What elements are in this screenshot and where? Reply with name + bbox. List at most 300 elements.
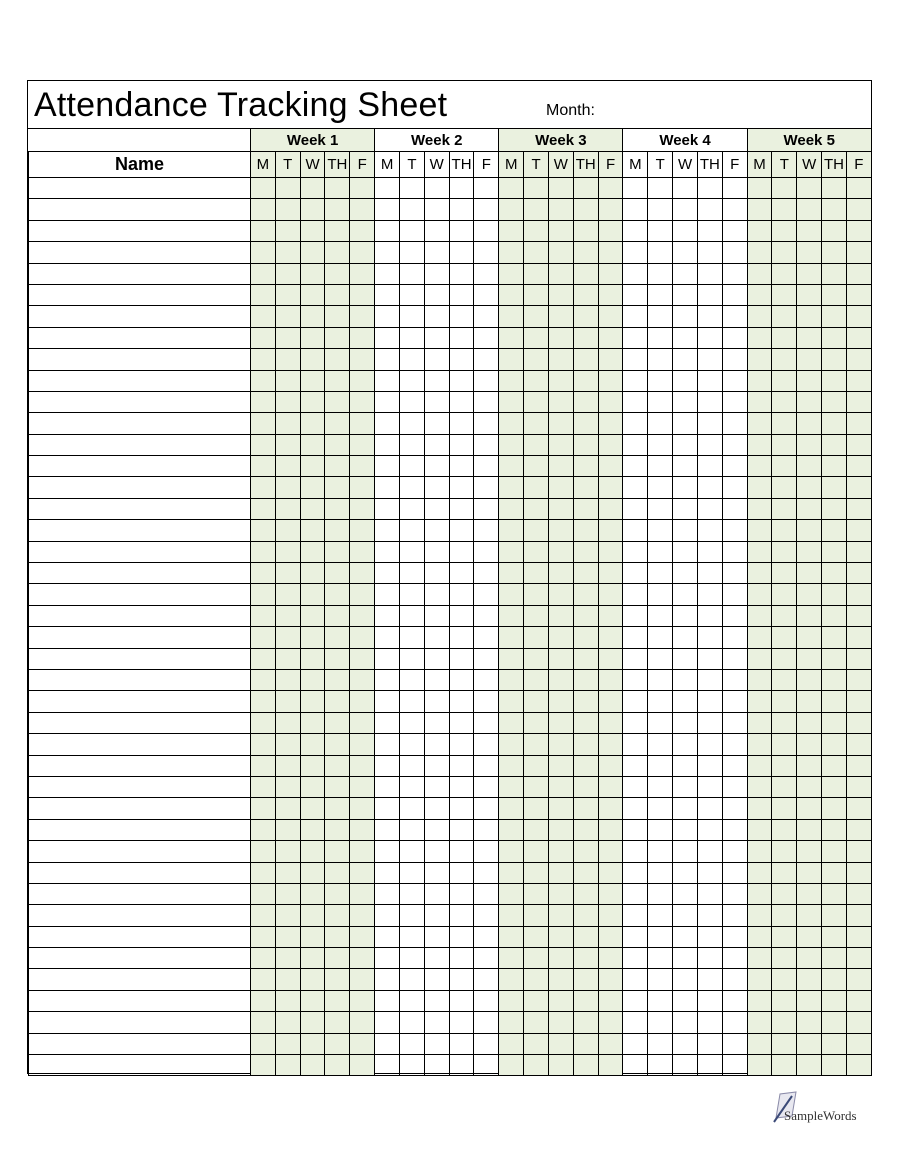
attendance-cell[interactable] [275, 841, 300, 862]
attendance-cell[interactable] [300, 413, 325, 434]
attendance-cell[interactable] [474, 712, 499, 733]
attendance-cell[interactable] [375, 541, 400, 562]
attendance-cell[interactable] [350, 712, 375, 733]
attendance-cell[interactable] [673, 1055, 698, 1076]
attendance-cell[interactable] [375, 969, 400, 990]
attendance-cell[interactable] [375, 456, 400, 477]
attendance-cell[interactable] [399, 541, 424, 562]
attendance-cell[interactable] [648, 178, 673, 199]
attendance-cell[interactable] [449, 178, 474, 199]
attendance-cell[interactable] [251, 926, 276, 947]
attendance-cell[interactable] [449, 1033, 474, 1054]
name-cell[interactable] [29, 905, 251, 926]
attendance-cell[interactable] [350, 969, 375, 990]
attendance-cell[interactable] [648, 776, 673, 797]
attendance-cell[interactable] [325, 798, 350, 819]
name-cell[interactable] [29, 327, 251, 348]
attendance-cell[interactable] [350, 926, 375, 947]
attendance-cell[interactable] [251, 841, 276, 862]
attendance-cell[interactable] [399, 883, 424, 904]
attendance-cell[interactable] [648, 391, 673, 412]
attendance-cell[interactable] [772, 1033, 797, 1054]
attendance-cell[interactable] [399, 926, 424, 947]
attendance-cell[interactable] [474, 627, 499, 648]
attendance-cell[interactable] [697, 883, 722, 904]
attendance-cell[interactable] [275, 883, 300, 904]
attendance-cell[interactable] [449, 263, 474, 284]
attendance-cell[interactable] [772, 926, 797, 947]
attendance-cell[interactable] [648, 948, 673, 969]
attendance-cell[interactable] [449, 883, 474, 904]
attendance-cell[interactable] [697, 691, 722, 712]
attendance-cell[interactable] [598, 178, 623, 199]
attendance-cell[interactable] [449, 456, 474, 477]
attendance-cell[interactable] [747, 1055, 772, 1076]
attendance-cell[interactable] [375, 948, 400, 969]
attendance-cell[interactable] [747, 1033, 772, 1054]
attendance-cell[interactable] [623, 691, 648, 712]
attendance-cell[interactable] [548, 862, 573, 883]
attendance-cell[interactable] [598, 327, 623, 348]
attendance-cell[interactable] [697, 841, 722, 862]
attendance-cell[interactable] [325, 220, 350, 241]
attendance-cell[interactable] [449, 1055, 474, 1076]
attendance-cell[interactable] [474, 391, 499, 412]
attendance-cell[interactable] [772, 1012, 797, 1033]
attendance-cell[interactable] [598, 520, 623, 541]
attendance-cell[interactable] [623, 755, 648, 776]
attendance-cell[interactable] [772, 306, 797, 327]
attendance-cell[interactable] [797, 520, 822, 541]
attendance-cell[interactable] [772, 456, 797, 477]
attendance-cell[interactable] [673, 691, 698, 712]
attendance-cell[interactable] [722, 926, 747, 947]
attendance-cell[interactable] [548, 648, 573, 669]
attendance-cell[interactable] [375, 883, 400, 904]
attendance-cell[interactable] [648, 456, 673, 477]
attendance-cell[interactable] [499, 327, 524, 348]
attendance-cell[interactable] [772, 798, 797, 819]
attendance-cell[interactable] [399, 691, 424, 712]
name-cell[interactable] [29, 755, 251, 776]
attendance-cell[interactable] [747, 327, 772, 348]
attendance-cell[interactable] [275, 755, 300, 776]
attendance-cell[interactable] [251, 178, 276, 199]
attendance-cell[interactable] [399, 648, 424, 669]
name-cell[interactable] [29, 178, 251, 199]
attendance-cell[interactable] [424, 391, 449, 412]
attendance-cell[interactable] [399, 520, 424, 541]
attendance-cell[interactable] [548, 926, 573, 947]
attendance-cell[interactable] [747, 456, 772, 477]
attendance-cell[interactable] [325, 905, 350, 926]
attendance-cell[interactable] [722, 990, 747, 1011]
attendance-cell[interactable] [300, 862, 325, 883]
attendance-cell[interactable] [350, 498, 375, 519]
attendance-cell[interactable] [275, 648, 300, 669]
attendance-cell[interactable] [772, 263, 797, 284]
attendance-cell[interactable] [548, 327, 573, 348]
attendance-cell[interactable] [375, 1055, 400, 1076]
attendance-cell[interactable] [300, 284, 325, 305]
attendance-cell[interactable] [722, 456, 747, 477]
attendance-cell[interactable] [822, 883, 847, 904]
attendance-cell[interactable] [474, 669, 499, 690]
attendance-cell[interactable] [449, 648, 474, 669]
attendance-cell[interactable] [722, 1033, 747, 1054]
name-cell[interactable] [29, 306, 251, 327]
name-cell[interactable] [29, 926, 251, 947]
attendance-cell[interactable] [300, 990, 325, 1011]
attendance-cell[interactable] [697, 1012, 722, 1033]
attendance-cell[interactable] [399, 456, 424, 477]
attendance-cell[interactable] [846, 755, 871, 776]
attendance-cell[interactable] [499, 1033, 524, 1054]
attendance-cell[interactable] [449, 199, 474, 220]
attendance-cell[interactable] [424, 563, 449, 584]
attendance-cell[interactable] [697, 199, 722, 220]
attendance-cell[interactable] [772, 605, 797, 626]
attendance-cell[interactable] [673, 199, 698, 220]
attendance-cell[interactable] [275, 413, 300, 434]
attendance-cell[interactable] [424, 584, 449, 605]
attendance-cell[interactable] [350, 905, 375, 926]
attendance-cell[interactable] [300, 627, 325, 648]
attendance-cell[interactable] [424, 349, 449, 370]
attendance-cell[interactable] [697, 669, 722, 690]
attendance-cell[interactable] [350, 541, 375, 562]
attendance-cell[interactable] [251, 541, 276, 562]
attendance-cell[interactable] [623, 905, 648, 926]
attendance-cell[interactable] [325, 199, 350, 220]
attendance-cell[interactable] [524, 1033, 549, 1054]
attendance-cell[interactable] [300, 178, 325, 199]
attendance-cell[interactable] [350, 263, 375, 284]
attendance-cell[interactable] [350, 798, 375, 819]
attendance-cell[interactable] [747, 648, 772, 669]
attendance-cell[interactable] [573, 819, 598, 840]
attendance-cell[interactable] [623, 413, 648, 434]
attendance-cell[interactable] [747, 734, 772, 755]
attendance-cell[interactable] [524, 498, 549, 519]
attendance-cell[interactable] [399, 284, 424, 305]
attendance-cell[interactable] [747, 605, 772, 626]
attendance-cell[interactable] [573, 712, 598, 733]
attendance-cell[interactable] [325, 1033, 350, 1054]
attendance-cell[interactable] [275, 327, 300, 348]
attendance-cell[interactable] [449, 734, 474, 755]
attendance-cell[interactable] [573, 798, 598, 819]
attendance-cell[interactable] [548, 883, 573, 904]
attendance-cell[interactable] [325, 391, 350, 412]
attendance-cell[interactable] [499, 948, 524, 969]
attendance-cell[interactable] [449, 520, 474, 541]
attendance-cell[interactable] [424, 434, 449, 455]
attendance-cell[interactable] [772, 563, 797, 584]
attendance-cell[interactable] [548, 541, 573, 562]
attendance-cell[interactable] [722, 413, 747, 434]
attendance-cell[interactable] [424, 755, 449, 776]
attendance-cell[interactable] [474, 263, 499, 284]
attendance-cell[interactable] [350, 563, 375, 584]
attendance-cell[interactable] [524, 306, 549, 327]
attendance-cell[interactable] [350, 306, 375, 327]
attendance-cell[interactable] [697, 370, 722, 391]
attendance-cell[interactable] [623, 1033, 648, 1054]
attendance-cell[interactable] [251, 883, 276, 904]
attendance-cell[interactable] [673, 841, 698, 862]
attendance-cell[interactable] [722, 819, 747, 840]
attendance-cell[interactable] [548, 948, 573, 969]
attendance-cell[interactable] [350, 178, 375, 199]
attendance-cell[interactable] [722, 563, 747, 584]
attendance-cell[interactable] [375, 220, 400, 241]
attendance-cell[interactable] [251, 284, 276, 305]
attendance-cell[interactable] [697, 456, 722, 477]
attendance-cell[interactable] [697, 349, 722, 370]
attendance-cell[interactable] [697, 948, 722, 969]
attendance-cell[interactable] [524, 456, 549, 477]
attendance-cell[interactable] [424, 199, 449, 220]
attendance-cell[interactable] [275, 948, 300, 969]
attendance-cell[interactable] [797, 284, 822, 305]
attendance-cell[interactable] [648, 541, 673, 562]
attendance-cell[interactable] [474, 648, 499, 669]
attendance-cell[interactable] [474, 990, 499, 1011]
attendance-cell[interactable] [424, 841, 449, 862]
attendance-cell[interactable] [697, 905, 722, 926]
attendance-cell[interactable] [722, 734, 747, 755]
name-cell[interactable] [29, 1012, 251, 1033]
attendance-cell[interactable] [548, 284, 573, 305]
attendance-cell[interactable] [548, 905, 573, 926]
attendance-cell[interactable] [424, 948, 449, 969]
attendance-cell[interactable] [573, 669, 598, 690]
attendance-cell[interactable] [275, 605, 300, 626]
attendance-cell[interactable] [499, 755, 524, 776]
attendance-cell[interactable] [499, 841, 524, 862]
attendance-cell[interactable] [772, 969, 797, 990]
attendance-cell[interactable] [846, 905, 871, 926]
attendance-cell[interactable] [275, 584, 300, 605]
attendance-cell[interactable] [648, 862, 673, 883]
attendance-cell[interactable] [697, 242, 722, 263]
attendance-cell[interactable] [623, 477, 648, 498]
attendance-cell[interactable] [300, 1033, 325, 1054]
attendance-cell[interactable] [797, 755, 822, 776]
attendance-cell[interactable] [275, 905, 300, 926]
attendance-cell[interactable] [524, 584, 549, 605]
attendance-cell[interactable] [648, 819, 673, 840]
attendance-cell[interactable] [251, 605, 276, 626]
attendance-cell[interactable] [747, 413, 772, 434]
attendance-cell[interactable] [449, 434, 474, 455]
attendance-cell[interactable] [474, 434, 499, 455]
attendance-cell[interactable] [325, 327, 350, 348]
attendance-cell[interactable] [822, 199, 847, 220]
attendance-cell[interactable] [449, 413, 474, 434]
attendance-cell[interactable] [399, 905, 424, 926]
attendance-cell[interactable] [846, 199, 871, 220]
attendance-cell[interactable] [573, 370, 598, 391]
attendance-cell[interactable] [548, 370, 573, 391]
attendance-cell[interactable] [822, 691, 847, 712]
attendance-cell[interactable] [275, 926, 300, 947]
attendance-cell[interactable] [846, 327, 871, 348]
attendance-cell[interactable] [449, 563, 474, 584]
attendance-cell[interactable] [623, 819, 648, 840]
attendance-cell[interactable] [474, 1033, 499, 1054]
attendance-cell[interactable] [747, 669, 772, 690]
attendance-cell[interactable] [524, 220, 549, 241]
attendance-cell[interactable] [673, 220, 698, 241]
attendance-cell[interactable] [623, 220, 648, 241]
attendance-cell[interactable] [474, 242, 499, 263]
attendance-cell[interactable] [325, 520, 350, 541]
attendance-cell[interactable] [797, 691, 822, 712]
attendance-cell[interactable] [300, 969, 325, 990]
attendance-cell[interactable] [499, 178, 524, 199]
attendance-cell[interactable] [822, 327, 847, 348]
attendance-cell[interactable] [623, 370, 648, 391]
attendance-cell[interactable] [673, 349, 698, 370]
attendance-cell[interactable] [797, 905, 822, 926]
attendance-cell[interactable] [697, 1055, 722, 1076]
attendance-cell[interactable] [747, 969, 772, 990]
attendance-cell[interactable] [300, 541, 325, 562]
attendance-cell[interactable] [300, 926, 325, 947]
attendance-cell[interactable] [399, 370, 424, 391]
attendance-cell[interactable] [797, 199, 822, 220]
attendance-cell[interactable] [375, 284, 400, 305]
attendance-cell[interactable] [797, 541, 822, 562]
attendance-cell[interactable] [598, 220, 623, 241]
attendance-cell[interactable] [275, 969, 300, 990]
attendance-cell[interactable] [846, 734, 871, 755]
attendance-cell[interactable] [822, 242, 847, 263]
attendance-cell[interactable] [474, 883, 499, 904]
attendance-cell[interactable] [598, 284, 623, 305]
attendance-cell[interactable] [251, 584, 276, 605]
attendance-cell[interactable] [275, 498, 300, 519]
attendance-cell[interactable] [747, 627, 772, 648]
attendance-cell[interactable] [747, 520, 772, 541]
attendance-cell[interactable] [846, 477, 871, 498]
attendance-cell[interactable] [251, 391, 276, 412]
attendance-cell[interactable] [673, 477, 698, 498]
attendance-cell[interactable] [399, 220, 424, 241]
attendance-cell[interactable] [573, 883, 598, 904]
attendance-cell[interactable] [350, 349, 375, 370]
attendance-cell[interactable] [275, 669, 300, 690]
attendance-cell[interactable] [325, 263, 350, 284]
attendance-cell[interactable] [275, 263, 300, 284]
attendance-cell[interactable] [375, 905, 400, 926]
attendance-cell[interactable] [598, 969, 623, 990]
attendance-cell[interactable] [474, 1012, 499, 1033]
attendance-cell[interactable] [399, 434, 424, 455]
attendance-cell[interactable] [772, 178, 797, 199]
attendance-cell[interactable] [275, 541, 300, 562]
attendance-cell[interactable] [350, 734, 375, 755]
attendance-cell[interactable] [300, 220, 325, 241]
attendance-cell[interactable] [598, 926, 623, 947]
attendance-cell[interactable] [251, 199, 276, 220]
attendance-cell[interactable] [275, 199, 300, 220]
attendance-cell[interactable] [573, 627, 598, 648]
attendance-cell[interactable] [350, 605, 375, 626]
attendance-cell[interactable] [648, 306, 673, 327]
attendance-cell[interactable] [648, 242, 673, 263]
attendance-cell[interactable] [449, 712, 474, 733]
attendance-cell[interactable] [399, 477, 424, 498]
attendance-cell[interactable] [623, 1055, 648, 1076]
attendance-cell[interactable] [822, 413, 847, 434]
attendance-cell[interactable] [350, 520, 375, 541]
attendance-cell[interactable] [623, 841, 648, 862]
attendance-cell[interactable] [747, 199, 772, 220]
attendance-cell[interactable] [325, 242, 350, 263]
attendance-cell[interactable] [623, 391, 648, 412]
attendance-cell[interactable] [697, 541, 722, 562]
attendance-cell[interactable] [548, 1055, 573, 1076]
attendance-cell[interactable] [275, 990, 300, 1011]
attendance-cell[interactable] [424, 263, 449, 284]
attendance-cell[interactable] [673, 563, 698, 584]
attendance-cell[interactable] [747, 434, 772, 455]
attendance-cell[interactable] [251, 477, 276, 498]
attendance-cell[interactable] [524, 776, 549, 797]
attendance-cell[interactable] [722, 284, 747, 305]
attendance-cell[interactable] [548, 1012, 573, 1033]
attendance-cell[interactable] [449, 242, 474, 263]
attendance-cell[interactable] [797, 712, 822, 733]
attendance-cell[interactable] [623, 284, 648, 305]
attendance-cell[interactable] [772, 883, 797, 904]
attendance-cell[interactable] [325, 755, 350, 776]
attendance-cell[interactable] [300, 948, 325, 969]
attendance-cell[interactable] [673, 520, 698, 541]
attendance-cell[interactable] [747, 798, 772, 819]
attendance-cell[interactable] [275, 391, 300, 412]
attendance-cell[interactable] [772, 520, 797, 541]
attendance-cell[interactable] [375, 691, 400, 712]
attendance-cell[interactable] [772, 413, 797, 434]
attendance-cell[interactable] [300, 477, 325, 498]
attendance-cell[interactable] [598, 819, 623, 840]
attendance-cell[interactable] [325, 284, 350, 305]
attendance-cell[interactable] [325, 841, 350, 862]
attendance-cell[interactable] [251, 434, 276, 455]
attendance-cell[interactable] [375, 178, 400, 199]
attendance-cell[interactable] [598, 541, 623, 562]
attendance-cell[interactable] [846, 669, 871, 690]
attendance-cell[interactable] [747, 819, 772, 840]
attendance-cell[interactable] [449, 627, 474, 648]
attendance-cell[interactable] [474, 498, 499, 519]
attendance-cell[interactable] [524, 391, 549, 412]
attendance-cell[interactable] [524, 969, 549, 990]
attendance-cell[interactable] [573, 327, 598, 348]
attendance-cell[interactable] [524, 990, 549, 1011]
attendance-cell[interactable] [399, 669, 424, 690]
attendance-cell[interactable] [251, 776, 276, 797]
attendance-cell[interactable] [424, 284, 449, 305]
attendance-cell[interactable] [697, 327, 722, 348]
attendance-cell[interactable] [573, 990, 598, 1011]
attendance-cell[interactable] [548, 734, 573, 755]
attendance-cell[interactable] [275, 456, 300, 477]
